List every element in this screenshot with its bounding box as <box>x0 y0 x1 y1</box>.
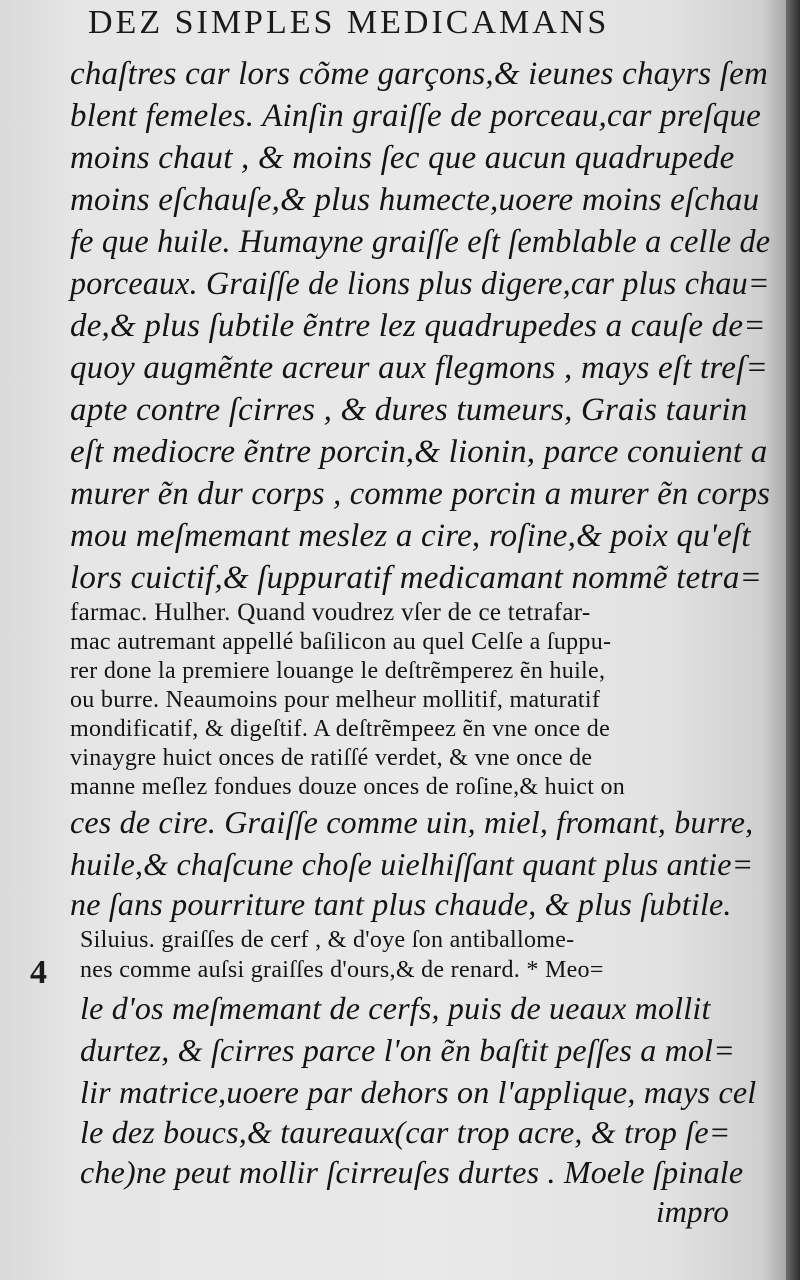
catchword: impro <box>656 1194 729 1229</box>
text-line-29: le dez boucs,& taureaux(car trop acre, & trop ſe= <box>80 1114 731 1150</box>
text-line-18: mondificatif, & digeſtif. A deſtrẽmpeez ẽn vne once de <box>70 716 611 742</box>
text-line-12: mou meſmemant meslez a cire, roſine,& poix qu'eſt <box>70 518 751 554</box>
text-line-4: moins eſchauſe,& plus humecte,uoere moins eſchau <box>70 182 760 218</box>
text-line-21: ces de cire. Graiſſe comme uin, miel, fromant, burre, <box>70 804 754 840</box>
text-line-15: mac autremant appellé baſilicon au quel Celſe a ſuppu- <box>70 629 612 655</box>
text-line-11: murer ẽn dur corps , comme porcin a murer ẽn corps <box>70 476 771 512</box>
text-line-7: de,& plus ſubtile ẽntre lez quadrupedes a cauſe de= <box>70 308 766 344</box>
text-line-14: farmac. Hulher. Quand voudrez vſer de ce tetrafar- <box>70 599 591 626</box>
text-line-22: huile,& chaſcune choſe uielhiſſant quant plus antie= <box>70 846 754 882</box>
text-line-30: che)ne peut mollir ſcirreuſes durtes . Moele ſpinale <box>80 1154 744 1190</box>
text-line-26: le d'os meſmemant de cerfs, puis de ueaux mollit <box>80 990 711 1026</box>
text-line-25: nes comme auſsi graiſſes d'ours,& de renard. * Meo= <box>80 957 604 983</box>
text-line-20: manne meſlez fondues douze onces de roſine,& huict on <box>70 774 626 800</box>
text-line-13: lors cuictif,& ſuppuratif medicamant nommẽ tetra= <box>70 560 763 596</box>
text-line-27: durtez, & ſcirres parce l'on ẽn baſtit peſſes a mol= <box>80 1032 736 1068</box>
text-line-9: apte contre ſcirres , & dures tumeurs, Grais taurin <box>70 392 748 428</box>
text-line-5: fe que huile. Humayne graiſſe eſt ſemblable a celle de <box>70 224 771 260</box>
text-line-23: ne ſans pourriture tant plus chaude, & plus ſubtile. <box>70 886 732 922</box>
text-line-24: Siluius. graiſſes de cerf , & d'oye ſon antiballome- <box>80 927 575 953</box>
text-line-19: vinaygre huict onces de ratiſſé verdet, & vne once de <box>70 745 593 771</box>
text-line-28: lir matrice,uoere par dehors on l'applique, mays cel <box>80 1074 757 1110</box>
text-line-8: quoy augmẽnte acreur aux flegmons , mays eſt treſ= <box>70 350 768 386</box>
marginal-number: 4 <box>30 954 47 991</box>
text-line-1: chaſtres car lors cõme garçons,& ieunes chayrs ſem <box>70 56 768 92</box>
text-line-2: blent femeles. Ainſin graiſſe de porceau,car preſque <box>70 98 762 134</box>
running-head: DEZ SIMPLES MEDICAMANS <box>88 4 610 41</box>
text-line-6: porceaux. Graiſſe de lions plus digere,car plus chau= <box>70 266 770 302</box>
text-line-16: rer done la premiere louange le deſtrẽmperez ẽn huile, <box>70 658 606 684</box>
text-line-10: eſt mediocre ẽntre porcin,& lionin, parce conuient a <box>70 434 768 470</box>
text-line-3: moins chaut , & moins ſec que aucun quadrupede <box>70 140 735 176</box>
page-edge <box>786 0 800 1280</box>
text-line-17: ou burre. Neaumoins pour melheur mollitif, maturatif <box>70 687 601 713</box>
